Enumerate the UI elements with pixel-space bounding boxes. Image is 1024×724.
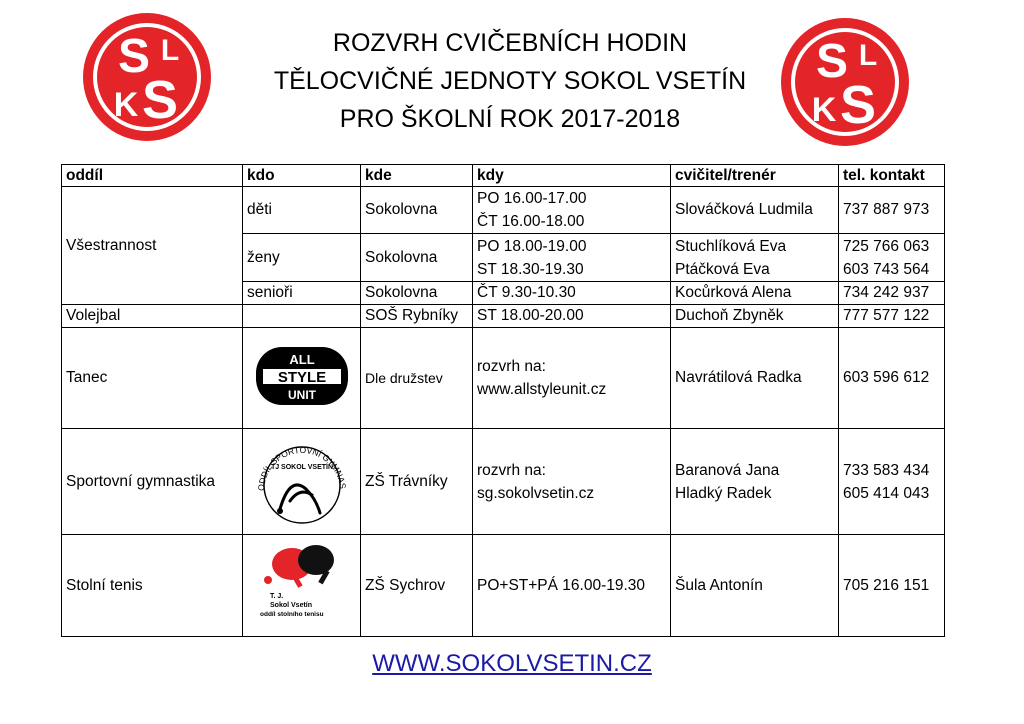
trener-line: Stuchlíková Eva xyxy=(675,237,787,255)
oddil-vsestrannost: Všestrannost xyxy=(62,187,243,305)
gymnastics-club-logo xyxy=(250,429,354,529)
oddil-gymnastika: Sportovní gymnastika xyxy=(62,429,243,535)
tel-tenis: 705 216 151 xyxy=(839,535,945,637)
tel-volejbal: 777 577 122 xyxy=(839,305,945,328)
tel-tanec: 603 596 612 xyxy=(839,328,945,429)
kdo-deti: děti xyxy=(243,187,361,234)
table-row xyxy=(62,328,945,429)
logo-text-sokol: Sokol Vsetín xyxy=(269,602,312,609)
table-row xyxy=(62,429,945,535)
logo-letter-l: L xyxy=(160,34,180,67)
kde-tenis: ZŠ Sychrov xyxy=(361,535,473,637)
logo-letter-s2: S xyxy=(141,70,179,130)
trener-line: Hladký Radek xyxy=(675,484,772,502)
trener-deti: Slováčková Ludmila xyxy=(671,187,839,234)
kdo-seniori: senioři xyxy=(243,282,361,305)
kde-tanec: Dle družstev xyxy=(361,328,473,429)
gymnast-figure-icon xyxy=(280,485,320,513)
kdy-zeny xyxy=(473,234,671,282)
tel-gymnastika xyxy=(839,429,945,535)
kde-seniori: Sokolovna xyxy=(361,282,473,305)
header-kdy: kdy xyxy=(473,165,671,187)
trener-volejbal: Duchoň Zbyněk xyxy=(671,305,839,328)
trener-gymnastika xyxy=(671,429,839,535)
table-row xyxy=(62,305,945,328)
logo-letter-k: K xyxy=(811,91,837,129)
gymnastika-logo-cell xyxy=(243,429,361,535)
oddil-tenis: Stolní tenis xyxy=(62,535,243,637)
table-tennis-logo xyxy=(250,540,354,626)
tel-seniori: 734 242 937 xyxy=(839,282,945,305)
table-row xyxy=(62,187,945,234)
logo-text-style: STYLE xyxy=(277,368,326,386)
table-header-row xyxy=(62,165,945,187)
kdy-tenis: PO+ST+PÁ 16.00-19.30 xyxy=(473,535,671,637)
tel-deti: 737 887 973 xyxy=(839,187,945,234)
logo-letter-s: S xyxy=(117,30,151,83)
trener-tanec: Navrátilová Radka xyxy=(671,328,839,429)
logo-text-tj: T. J. xyxy=(269,593,283,600)
header-tel: tel. kontakt xyxy=(839,165,945,187)
logo-letter-s: S xyxy=(815,35,849,88)
oddil-tanec: Tanec xyxy=(62,328,243,429)
kde-gymnastika: ZŠ Trávníky xyxy=(361,429,473,535)
sokol-logo-left xyxy=(82,12,212,142)
header-kde: kde xyxy=(361,165,473,187)
header-trener: cvičitel/trenér xyxy=(671,165,839,187)
kdy-line: ST 18.30-19.30 xyxy=(477,260,584,278)
tenis-logo-cell xyxy=(243,535,361,637)
logo-text-all: ALL xyxy=(288,351,315,367)
logo-inner-text: TJ SOKOL VSETÍN xyxy=(270,464,333,471)
logo-text-oddil: oddíl stolního tenisu xyxy=(259,611,324,618)
oddil-volejbal: Volejbal xyxy=(62,305,243,328)
tanec-logo-cell xyxy=(243,328,361,429)
kdy-line: PO 18.00-19.00 xyxy=(477,237,587,255)
table-row xyxy=(62,535,945,637)
logo-letter-s2: S xyxy=(839,75,877,135)
logo-letter-k: K xyxy=(113,86,139,124)
tel-line: 603 743 564 xyxy=(843,260,930,278)
ball-icon xyxy=(264,576,272,584)
black-paddle-icon xyxy=(298,545,334,575)
kdy-seniori: ČT 9.30-10.30 xyxy=(473,282,671,305)
trener-line: Ptáčková Eva xyxy=(675,260,770,278)
kdy-deti xyxy=(473,187,671,234)
trener-zeny xyxy=(671,234,839,282)
kdy-line: PO 16.00-17.00 xyxy=(477,190,587,207)
header-kdo: kdo xyxy=(243,165,361,187)
allstyleunit-logo xyxy=(252,345,352,407)
page-title xyxy=(250,24,770,138)
kdy-volejbal: ST 18.00-20.00 xyxy=(473,305,671,328)
kdo-volejbal xyxy=(243,305,361,328)
kde-volejbal: SOŠ Rybníky xyxy=(361,305,473,328)
logo-text-unit: UNIT xyxy=(287,387,316,402)
kdy-line: ČT 16.00-18.00 xyxy=(477,213,585,230)
logo-ring-text: ODDÍL SPORTOVNÍ GYMNAS xyxy=(255,444,348,492)
logo-letter-l: L xyxy=(858,39,878,72)
kde-zeny: Sokolovna xyxy=(361,234,473,282)
kdy-line: rozvrh na: xyxy=(477,358,546,375)
trener-seniori: Kocůrková Alena xyxy=(671,282,839,305)
header-oddil: oddíl xyxy=(62,165,243,187)
sokol-logo-right xyxy=(780,17,910,147)
tel-line: 605 414 043 xyxy=(843,484,930,502)
trener-tenis: Šula Antonín xyxy=(671,535,839,637)
kdy-line: rozvrh na: xyxy=(477,461,546,479)
kdy-link: sg.sokolvsetin.cz xyxy=(477,484,595,502)
kdy-link: www.allstyleunit.cz xyxy=(477,381,607,398)
website-link[interactable]: WWW.SOKOLVSETIN.CZ xyxy=(372,650,652,677)
kdy-gymnastika xyxy=(473,429,671,535)
title-line-2: TĚLOCVIČNÉ JEDNOTY SOKOL VSETÍN xyxy=(273,67,747,95)
title-line-3: PRO ŠKOLNÍ ROK 2017-2018 xyxy=(339,105,681,133)
tel-line: 725 766 063 xyxy=(843,237,930,255)
title-line-1: ROZVRH CVIČEBNÍCH HODIN xyxy=(332,29,688,57)
tel-line: 733 583 434 xyxy=(843,461,930,479)
trener-line: Baranová Jana xyxy=(675,461,780,479)
kdy-tanec xyxy=(473,328,671,429)
kdo-zeny: ženy xyxy=(243,234,361,282)
schedule-table xyxy=(61,164,945,637)
kde-deti: Sokolovna xyxy=(361,187,473,234)
tel-zeny xyxy=(839,234,945,282)
